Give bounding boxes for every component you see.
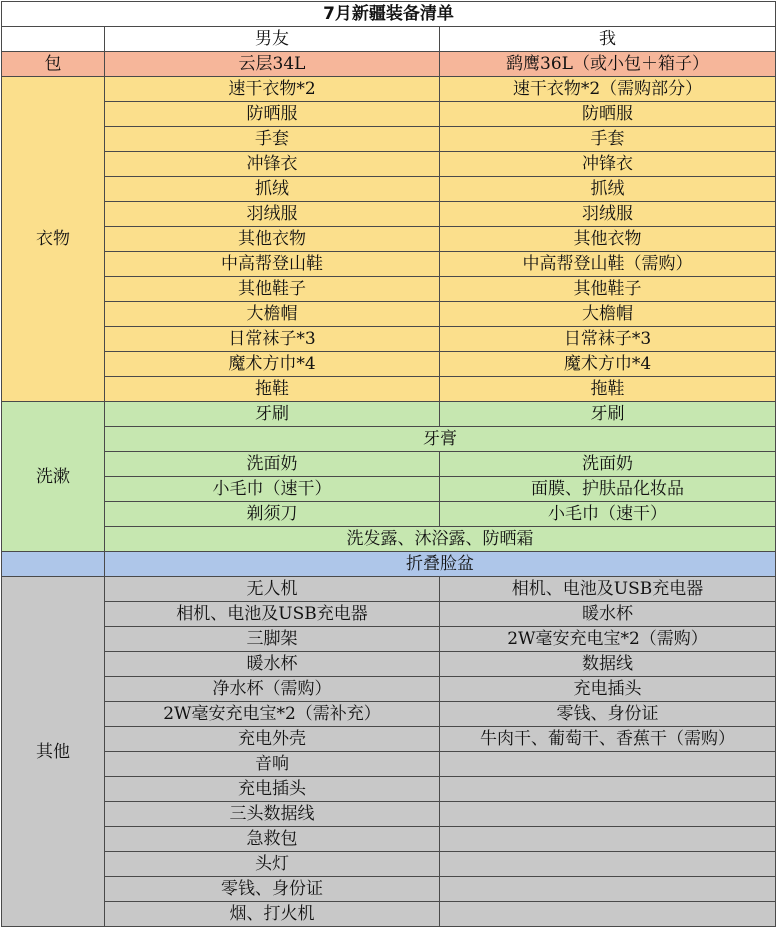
cell-me: 日常袜子*3 xyxy=(440,327,776,352)
cell-boyfriend: 其他衣物 xyxy=(105,227,440,252)
table-row xyxy=(2,102,776,127)
table-row xyxy=(2,202,776,227)
cell-me: 牛肉干、葡萄干、香蕉干（需购） xyxy=(440,727,776,752)
table-row xyxy=(2,227,776,252)
table-row xyxy=(2,402,776,427)
table-row xyxy=(2,302,776,327)
cell-boyfriend: 零钱、身份证 xyxy=(105,877,440,902)
table-row xyxy=(2,477,776,502)
cell-boyfriend: 防晒服 xyxy=(105,102,440,127)
column-header-me: 我 xyxy=(440,27,776,52)
cell-boyfriend: 三脚架 xyxy=(105,627,440,652)
cell-boyfriend: 暖水杯 xyxy=(105,652,440,677)
cell-boyfriend: 抓绒 xyxy=(105,177,440,202)
category-wash: 洗漱 xyxy=(2,402,105,552)
cell-boyfriend: 洗面奶 xyxy=(105,452,440,477)
table-row xyxy=(2,377,776,402)
cell-me xyxy=(440,902,776,927)
cell-boyfriend: 小毛巾（速干） xyxy=(105,477,440,502)
category-bag: 包 xyxy=(2,52,105,77)
cell-me: 手套 xyxy=(440,127,776,152)
cell-me: 面膜、护肤品化妆品 xyxy=(440,477,776,502)
cell-boyfriend: 拖鞋 xyxy=(105,377,440,402)
cell-shared: 折叠脸盆 xyxy=(105,552,776,577)
cell-boyfriend: 充电插头 xyxy=(105,777,440,802)
table-row xyxy=(2,352,776,377)
category-clothes: 衣物 xyxy=(2,77,105,402)
cell-me: 大檐帽 xyxy=(440,302,776,327)
cell-boyfriend: 剃须刀 xyxy=(105,502,440,527)
cell-me xyxy=(440,852,776,877)
cell-me xyxy=(440,802,776,827)
cell-boyfriend: 头灯 xyxy=(105,852,440,877)
cell-me: 冲锋衣 xyxy=(440,152,776,177)
table-row xyxy=(2,427,776,452)
cell-me: 中高帮登山鞋（需购） xyxy=(440,252,776,277)
cell-boyfriend: 烟、打火机 xyxy=(105,902,440,927)
table-row xyxy=(2,602,776,627)
table-row xyxy=(2,277,776,302)
cell-boyfriend: 中高帮登山鞋 xyxy=(105,252,440,277)
table-row xyxy=(2,127,776,152)
cell-me: 速干衣物*2（需购部分） xyxy=(440,77,776,102)
table-row xyxy=(2,577,776,602)
cell-boyfriend: 冲锋衣 xyxy=(105,152,440,177)
table-row xyxy=(2,827,776,852)
cell-boyfriend: 充电外壳 xyxy=(105,727,440,752)
table-row xyxy=(2,252,776,277)
header-blank-cell xyxy=(2,27,105,52)
cell-boyfriend: 三头数据线 xyxy=(105,802,440,827)
table-row xyxy=(2,652,776,677)
table-row xyxy=(2,552,776,577)
table-row xyxy=(2,527,776,552)
cell-me: 暖水杯 xyxy=(440,602,776,627)
table-row xyxy=(2,152,776,177)
column-header-boyfriend: 男友 xyxy=(105,27,440,52)
cell-me xyxy=(440,827,776,852)
cell-me: 抓绒 xyxy=(440,177,776,202)
cell-me: 魔术方巾*4 xyxy=(440,352,776,377)
table-row xyxy=(2,502,776,527)
cell-shared: 洗发露、沐浴露、防晒霜 xyxy=(105,527,776,552)
table-row xyxy=(2,727,776,752)
table-row xyxy=(2,777,776,802)
cell-me: 2W毫安充电宝*2（需购） xyxy=(440,627,776,652)
cell-me: 其他衣物 xyxy=(440,227,776,252)
cell-boyfriend: 魔术方巾*4 xyxy=(105,352,440,377)
cell-me: 拖鞋 xyxy=(440,377,776,402)
cell-boyfriend: 云层34L xyxy=(105,52,440,77)
table-row xyxy=(2,452,776,477)
cell-boyfriend: 无人机 xyxy=(105,577,440,602)
table-row xyxy=(2,752,776,777)
cell-shared: 牙膏 xyxy=(105,427,776,452)
table-row xyxy=(2,902,776,927)
cell-me: 洗面奶 xyxy=(440,452,776,477)
cell-boyfriend: 其他鞋子 xyxy=(105,277,440,302)
cell-me: 零钱、身份证 xyxy=(440,702,776,727)
cell-boyfriend: 相机、电池及USB充电器 xyxy=(105,602,440,627)
category-blank xyxy=(2,552,105,577)
table-row xyxy=(2,77,776,102)
cell-me: 相机、电池及USB充电器 xyxy=(440,577,776,602)
table-row xyxy=(2,627,776,652)
cell-me: 防晒服 xyxy=(440,102,776,127)
table-row xyxy=(2,327,776,352)
cell-me: 小毛巾（速干） xyxy=(440,502,776,527)
cell-me: 鹞鹰36L（或小包＋箱子） xyxy=(440,52,776,77)
cell-me: 牙刷 xyxy=(440,402,776,427)
sheet-title: 7月新疆装备清单 xyxy=(2,2,776,27)
table-row xyxy=(2,852,776,877)
cell-boyfriend: 音响 xyxy=(105,752,440,777)
cell-me: 其他鞋子 xyxy=(440,277,776,302)
table-row xyxy=(2,52,776,77)
cell-me xyxy=(440,777,776,802)
cell-me: 数据线 xyxy=(440,652,776,677)
cell-boyfriend: 急救包 xyxy=(105,827,440,852)
table-row xyxy=(2,802,776,827)
table-row xyxy=(2,702,776,727)
cell-boyfriend: 手套 xyxy=(105,127,440,152)
category-other: 其他 xyxy=(2,577,105,927)
cell-boyfriend: 净水杯（需购） xyxy=(105,677,440,702)
table-row xyxy=(2,177,776,202)
cell-boyfriend: 大檐帽 xyxy=(105,302,440,327)
cell-me: 羽绒服 xyxy=(440,202,776,227)
cell-boyfriend: 羽绒服 xyxy=(105,202,440,227)
cell-boyfriend: 2W毫安充电宝*2（需补充） xyxy=(105,702,440,727)
cell-me xyxy=(440,752,776,777)
cell-boyfriend: 牙刷 xyxy=(105,402,440,427)
cell-me: 充电插头 xyxy=(440,677,776,702)
cell-boyfriend: 速干衣物*2 xyxy=(105,77,440,102)
equipment-table xyxy=(1,1,776,927)
cell-boyfriend: 日常袜子*3 xyxy=(105,327,440,352)
table-row xyxy=(2,877,776,902)
cell-me xyxy=(440,877,776,902)
table-row xyxy=(2,677,776,702)
